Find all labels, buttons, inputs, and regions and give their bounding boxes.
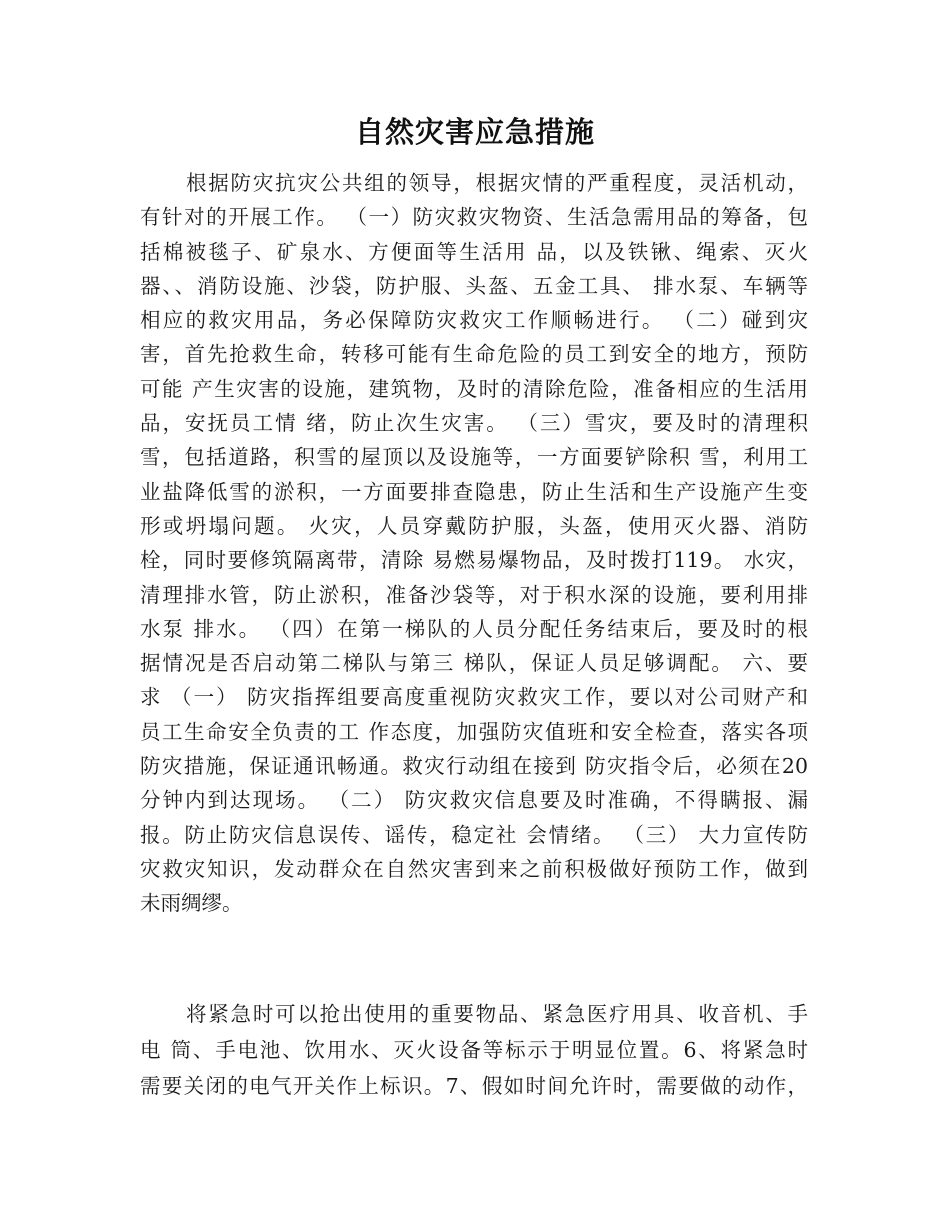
text-line: 根据防灾抗灾公共组的领导，根据灾情的严重程度，灵活机动， bbox=[186, 171, 808, 195]
text-line: 雪，包括道路，积雪的屋顶以及设施等，一方面要铲除积 雪，利用工 bbox=[140, 445, 808, 470]
text-line: 相应的救灾用品，务必保障防灾救灾工作顺畅进行。 （二）碰到灾 bbox=[140, 308, 808, 333]
text-line: 器、、消防设施、沙袋，防护服、头盔、五金工具、 排水泵、车辆等 bbox=[140, 273, 808, 298]
text-line: 括棉被毯子、矿泉水、方便面等生活用 品，以及铁锹、绳索、灭火 bbox=[140, 239, 808, 264]
text-line: 据情况是否启动第二梯队与第三 梯队，保证人员足够调配。 六、要 bbox=[140, 651, 808, 676]
paragraph-2 bbox=[140, 996, 808, 1116]
text-line: 品，安抚员工情 绪，防止次生灾害。 （三）雪灾，要及时的清理积 bbox=[140, 411, 808, 436]
text-line: 灾救灾知识，发动群众在自然灾害到来之前积极做好预防工作，做到 bbox=[140, 856, 808, 881]
text-line: 将紧急时可以抢出使用的重要物品、紧急医疗用具、收音机、手 bbox=[186, 1002, 808, 1026]
text-line: 业盐降低雪的淤积，一方面要排查隐患，防止生活和生产设施产生变 bbox=[140, 479, 808, 504]
text-line: 电 筒、手电池、饮用水、灭火设备等标示于明显位置。6、将紧急时 bbox=[140, 1038, 808, 1062]
text-line: 清理排水管，防止淤积，准备沙袋等，对于积水深的设施，要利用排 bbox=[140, 582, 808, 607]
text-line: 栓，同时要修筑隔离带，清除 易燃易爆物品，及时拨打119。 水灾， bbox=[140, 548, 808, 573]
text-line: 形或坍塌问题。 火灾，人员穿戴防护服，头盔，使用灭火器、消防 bbox=[140, 513, 808, 538]
text-line: 有针对的开展工作。 （一）防灾救灾物资、生活急需用品的筹备，包 bbox=[140, 205, 808, 230]
text-line: 员工生命安全负责的工 作态度，加强防灾值班和安全检查，落实各项 bbox=[140, 719, 808, 744]
text-line: 可能 产生灾害的设施，建筑物，及时的清除危险，准备相应的生活用 bbox=[140, 376, 808, 401]
text-line: 分钟内到达现场。 （二） 防灾救灾信息要及时准确，不得瞒报、漏 bbox=[140, 788, 808, 813]
text-line: 水泵 排水。 （四）在第一梯队的人员分配任务结束后，要及时的根 bbox=[140, 616, 808, 641]
text-line: 报。防止防灾信息误传、谣传，稳定社 会情绪。 （三） 大力宣传防 bbox=[140, 822, 808, 847]
text-line: 求 （一） 防灾指挥组要高度重视防灾救灾工作，要以对公司财产和 bbox=[140, 685, 808, 710]
paragraph-1 bbox=[140, 166, 808, 986]
document-title: 自然灾害应急措施 bbox=[354, 115, 595, 149]
text-line: 未雨绸缪。 bbox=[140, 891, 243, 916]
text-line: 害，首先抢救生命，转移可能有生命危险的员工到安全的地方，预防 bbox=[140, 342, 808, 367]
text-line: 需要关闭的电气开关作上标识。7、假如时间允许时，需要做的动作， bbox=[140, 1074, 808, 1098]
text-line: 防灾措施，保证通讯畅通。救灾行动组在接到 防灾指令后，必须在20 bbox=[140, 754, 808, 779]
